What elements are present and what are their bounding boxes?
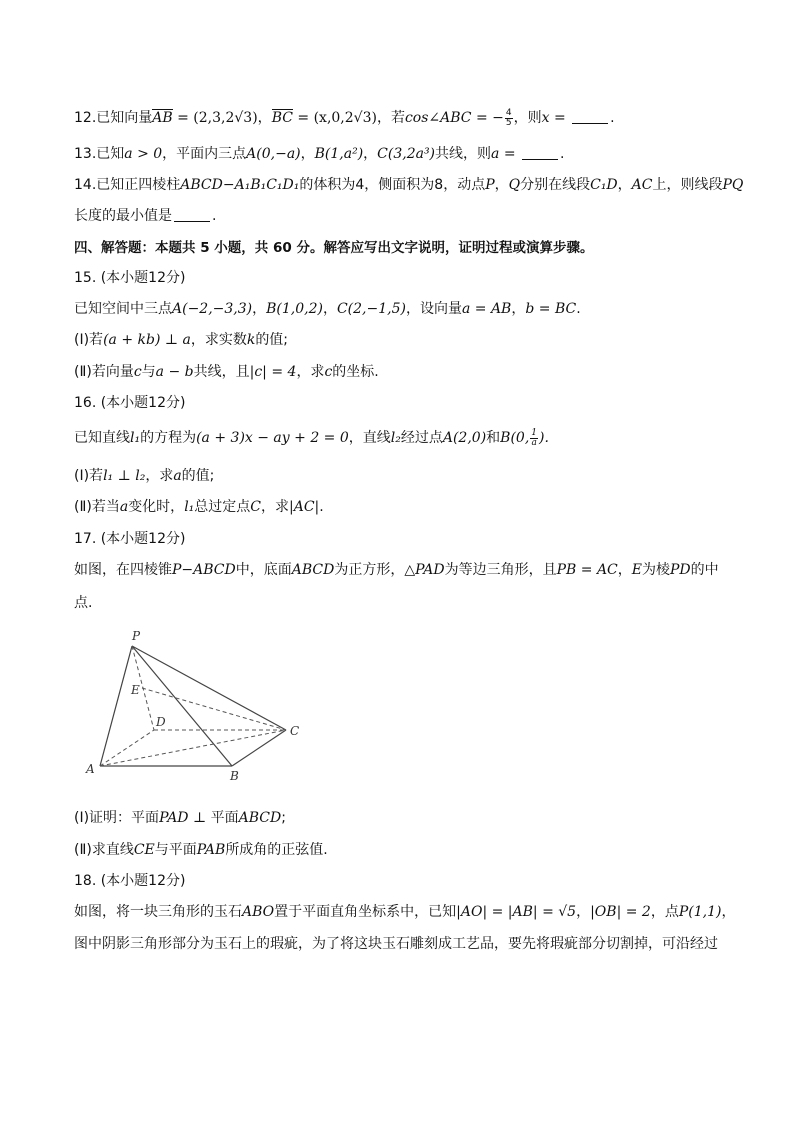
q17-stem-d: 为等边三角形，且 xyxy=(444,562,557,578)
q12-eq2: = xyxy=(549,110,571,126)
q15-k: k xyxy=(246,332,256,348)
question-12 xyxy=(74,108,720,128)
q13-sep2: ， xyxy=(363,146,378,162)
q17-e: E xyxy=(631,562,643,578)
q13-answer-blank[interactable] xyxy=(522,145,558,160)
q18-stem-line2: 图中阴影三角形部分为玉石上的瑕疵，为了将这块玉石雕刻成工艺品，要先将瑕疵部分切割掉，可沿经过 xyxy=(74,936,718,952)
q15-b-def: b = BC xyxy=(525,301,577,317)
label-e: E xyxy=(131,683,140,697)
q16-l1: l₁ xyxy=(130,430,141,446)
label-c: C xyxy=(290,724,300,738)
q13-point-b: B(1,a²) xyxy=(314,146,364,162)
q13-text-b: ，平面内三点 xyxy=(162,146,247,162)
q18-stem-a: 如图，将一块三角形的玉石 xyxy=(74,904,242,920)
edge-pb xyxy=(132,646,232,766)
q18-stem xyxy=(74,902,736,922)
q13-cond: a > 0 xyxy=(124,146,163,162)
q14-line2: 长度的最小值是 xyxy=(74,208,172,224)
q14-text-b: 的体积为4，侧面积为8，动点 xyxy=(299,177,486,193)
q15-part2 xyxy=(74,362,720,382)
q15-amb: a − b xyxy=(155,364,194,380)
q12-frac-num: 4 xyxy=(505,107,512,118)
q14-text-a: 14.已知正四棱柱 xyxy=(74,177,181,193)
q16-a2: a xyxy=(119,499,129,515)
q13-sep1: ， xyxy=(300,146,315,162)
q18-cond1: |AO| = |AB| = √5 xyxy=(456,904,577,920)
q16-b-fraction xyxy=(530,429,538,448)
q16-stem-b: 的方程为 xyxy=(140,430,197,446)
q15-a-def: a = AB xyxy=(461,301,512,317)
q15-part1 xyxy=(74,330,720,350)
label-p: P xyxy=(132,629,141,643)
q14-q: Q xyxy=(508,177,521,193)
q14-seg1: C₁D xyxy=(590,177,618,193)
q15-part2-d: 的坐标. xyxy=(332,364,379,380)
q15-part1-end: 的值; xyxy=(255,332,289,348)
q16-c: C xyxy=(250,499,261,515)
q15-header: 15. (本小题12分) xyxy=(74,270,186,286)
q13-point-c: C(3,2a³) xyxy=(377,146,436,162)
q17-stem-a: 如图，在四棱锥 xyxy=(74,562,172,578)
q16-ac: |AC| xyxy=(289,499,320,515)
q15-cnorm: |c| = 4 xyxy=(249,364,297,380)
q12-bc-close: )，若 xyxy=(371,110,405,126)
q16-point-a: A(2,0) xyxy=(442,430,487,446)
q14-answer-blank[interactable] xyxy=(174,207,210,222)
q16-stem xyxy=(74,428,720,448)
q16-b-den: a xyxy=(531,437,537,448)
q16-part1-end: 的值; xyxy=(181,468,215,484)
q16-part2-label: (Ⅱ)若当 xyxy=(74,499,120,515)
q18-comma: ， xyxy=(576,904,591,920)
q13-end: . xyxy=(560,146,565,162)
q18-p: P(1,1) xyxy=(678,904,722,920)
q16-l2: l₂ xyxy=(390,430,401,446)
q15-stem-a: 已知空间中三点 xyxy=(74,301,172,317)
q16-equation: (a + 3)x − ay + 2 = 0 xyxy=(196,430,349,446)
q16-part2-b: 总过定点 xyxy=(194,499,251,515)
pyramid-diagram xyxy=(74,628,314,788)
q17-cond: PB = AC xyxy=(556,562,618,578)
q15-c-vec2: c xyxy=(324,364,333,380)
q17-abcd: ABCD xyxy=(238,810,282,826)
q14-comma1: ， xyxy=(494,177,509,193)
q12-tail: ，则 xyxy=(513,110,542,126)
q13-point-a: A(0,−a) xyxy=(246,146,301,162)
q16-part2 xyxy=(74,497,720,517)
q17-perp: ⊥ xyxy=(188,810,211,826)
q17-part1-end: ; xyxy=(281,810,286,826)
q15-part2-label: (Ⅱ)若向量 xyxy=(74,364,134,380)
q15-part2-c: ，求 xyxy=(296,364,325,380)
q16-stem-c: ，直线 xyxy=(348,430,391,446)
q16-part1-math: l₁ ⊥ l₂ xyxy=(103,468,146,484)
q17-triangle: △PAD xyxy=(404,562,445,578)
q17-stem xyxy=(74,560,720,580)
q12-ab-value: = (2,3,2 xyxy=(172,110,235,126)
q12-vector-bc: BC xyxy=(271,110,293,126)
q15-stem xyxy=(74,299,720,319)
q14-end: . xyxy=(212,208,217,224)
q16-header: 16. (本小题12分) xyxy=(74,395,186,411)
q16-stem-d: 经过点 xyxy=(400,430,443,446)
q13-a-eq: a = xyxy=(491,146,520,162)
q12-bc-value: = (x,0,2 xyxy=(292,110,354,126)
q17-part1-mid: 平面 xyxy=(210,810,239,826)
q18-stem-b: 置于平面直角坐标系中，已知 xyxy=(274,904,457,920)
q14-prism: ABCD−A₁B₁C₁D₁ xyxy=(180,177,300,193)
q15-c-vec: c xyxy=(133,364,142,380)
q12-sqrt3-a: √3 xyxy=(234,110,253,126)
q17-stem-e: 为棱 xyxy=(642,562,671,578)
q17-part2-a: 与平面 xyxy=(154,842,197,858)
q15-c3: ， xyxy=(511,301,526,317)
pyramid-figure xyxy=(74,628,314,788)
q12-frac-den: 5 xyxy=(505,117,512,128)
q12-cos: cos∠ABC xyxy=(404,110,472,126)
q12-vector-ab: AB xyxy=(152,110,173,126)
q16-part1 xyxy=(74,466,720,486)
q17-ce: CE xyxy=(133,842,155,858)
q16-part1-label: (Ⅰ)若 xyxy=(74,468,104,484)
q15-c2: ， xyxy=(322,301,337,317)
q17-stem-line2: 点. xyxy=(74,595,93,611)
q13-text-c: 共线，则 xyxy=(435,146,492,162)
q16-b-num: 1 xyxy=(531,427,538,438)
q15-part2-a: 与 xyxy=(141,364,156,380)
q17-part1 xyxy=(74,808,720,828)
label-a: A xyxy=(86,762,95,776)
q17-part2-label: (Ⅱ)求直线 xyxy=(74,842,134,858)
edge-pa xyxy=(100,646,132,766)
label-b: B xyxy=(230,769,239,783)
q16-b-pre: B(0, xyxy=(500,430,530,446)
q16-l1b: l₁ xyxy=(184,499,195,515)
question-14-line2 xyxy=(74,206,720,226)
q14-comma2: ， xyxy=(617,177,632,193)
q16-stem-a: 已知直线 xyxy=(74,430,130,446)
q17-stem-b: 中，底面 xyxy=(235,562,292,578)
q12-fraction xyxy=(505,109,513,128)
q16-part1-text: ，求 xyxy=(145,468,174,484)
q14-text-d: 上，则线段 xyxy=(652,177,723,193)
q15-part1-label: (Ⅰ)若 xyxy=(74,332,104,348)
q12-ab-close: )， xyxy=(252,110,272,126)
q14-seg2: AC xyxy=(631,177,653,193)
label-d: D xyxy=(156,715,166,729)
q15-point-a: A(−2,−3,3) xyxy=(172,301,253,317)
q15-point-b: B(1,0,2) xyxy=(266,301,323,317)
q18-abo: ABO xyxy=(242,904,275,920)
q17-pab: PAB xyxy=(196,842,226,858)
q16-part2-a: 变化时， xyxy=(128,499,185,515)
q12-prefix: 12.已知向量 xyxy=(74,110,153,126)
q17-pd: PD xyxy=(670,562,691,578)
q14-pq: PQ xyxy=(722,177,744,193)
q16-and: 和 xyxy=(486,430,501,446)
q15-part1-text: ，求实数 xyxy=(190,332,247,348)
q15-point-c: C(2,−1,5) xyxy=(336,301,406,317)
question-14 xyxy=(74,175,744,195)
q17-comma: ， xyxy=(617,562,632,578)
q17-part2 xyxy=(74,840,720,860)
q15-stem-b: ，设向量 xyxy=(405,301,462,317)
q17-part1-label: (Ⅰ)证明：平面 xyxy=(74,810,160,826)
q16-part2-end: . xyxy=(319,499,324,515)
q15-c1: ， xyxy=(252,301,267,317)
q12-end: . xyxy=(610,110,615,126)
q12-x: x xyxy=(541,110,550,126)
q15-part2-b: 共线，且 xyxy=(193,364,250,380)
q16-a: a xyxy=(173,468,182,484)
q16-b-post: ). xyxy=(539,430,549,446)
q18-header: 18. (本小题12分) xyxy=(74,873,186,889)
q12-answer-blank[interactable] xyxy=(572,109,608,124)
q14-p: P xyxy=(485,177,495,193)
q14-text-c: 分别在线段 xyxy=(520,177,591,193)
q17-part2-b: 所成角的正弦值. xyxy=(225,842,328,858)
q12-eq: = − xyxy=(471,110,504,126)
q17-stem-f: 的中 xyxy=(690,562,719,578)
q17-header: 17. (本小题12分) xyxy=(74,531,186,547)
q18-cond2: |OB| = 2 xyxy=(590,904,651,920)
q15-end: . xyxy=(576,301,581,317)
section-4-heading: 四、解答题：本题共 5 小题，共 60 分。解答应写出文字说明，证明过程或演算步骤。 xyxy=(74,240,594,256)
q17-base: ABCD xyxy=(291,562,335,578)
q17-stem-c: 为正方形， xyxy=(334,562,405,578)
q17-pad: PAD xyxy=(159,810,189,826)
question-13 xyxy=(74,144,720,164)
q18-stem-c: ，点 xyxy=(650,904,679,920)
q18-stem-d: ， xyxy=(721,904,736,920)
q17-pyramid: P−ABCD xyxy=(172,562,236,578)
q16-part2-c: ，求 xyxy=(261,499,289,515)
q15-part1-math: (a + kb) ⊥ a xyxy=(103,332,191,348)
q12-sqrt3-b: √3 xyxy=(353,110,372,126)
q13-text-a: 13.已知 xyxy=(74,146,125,162)
